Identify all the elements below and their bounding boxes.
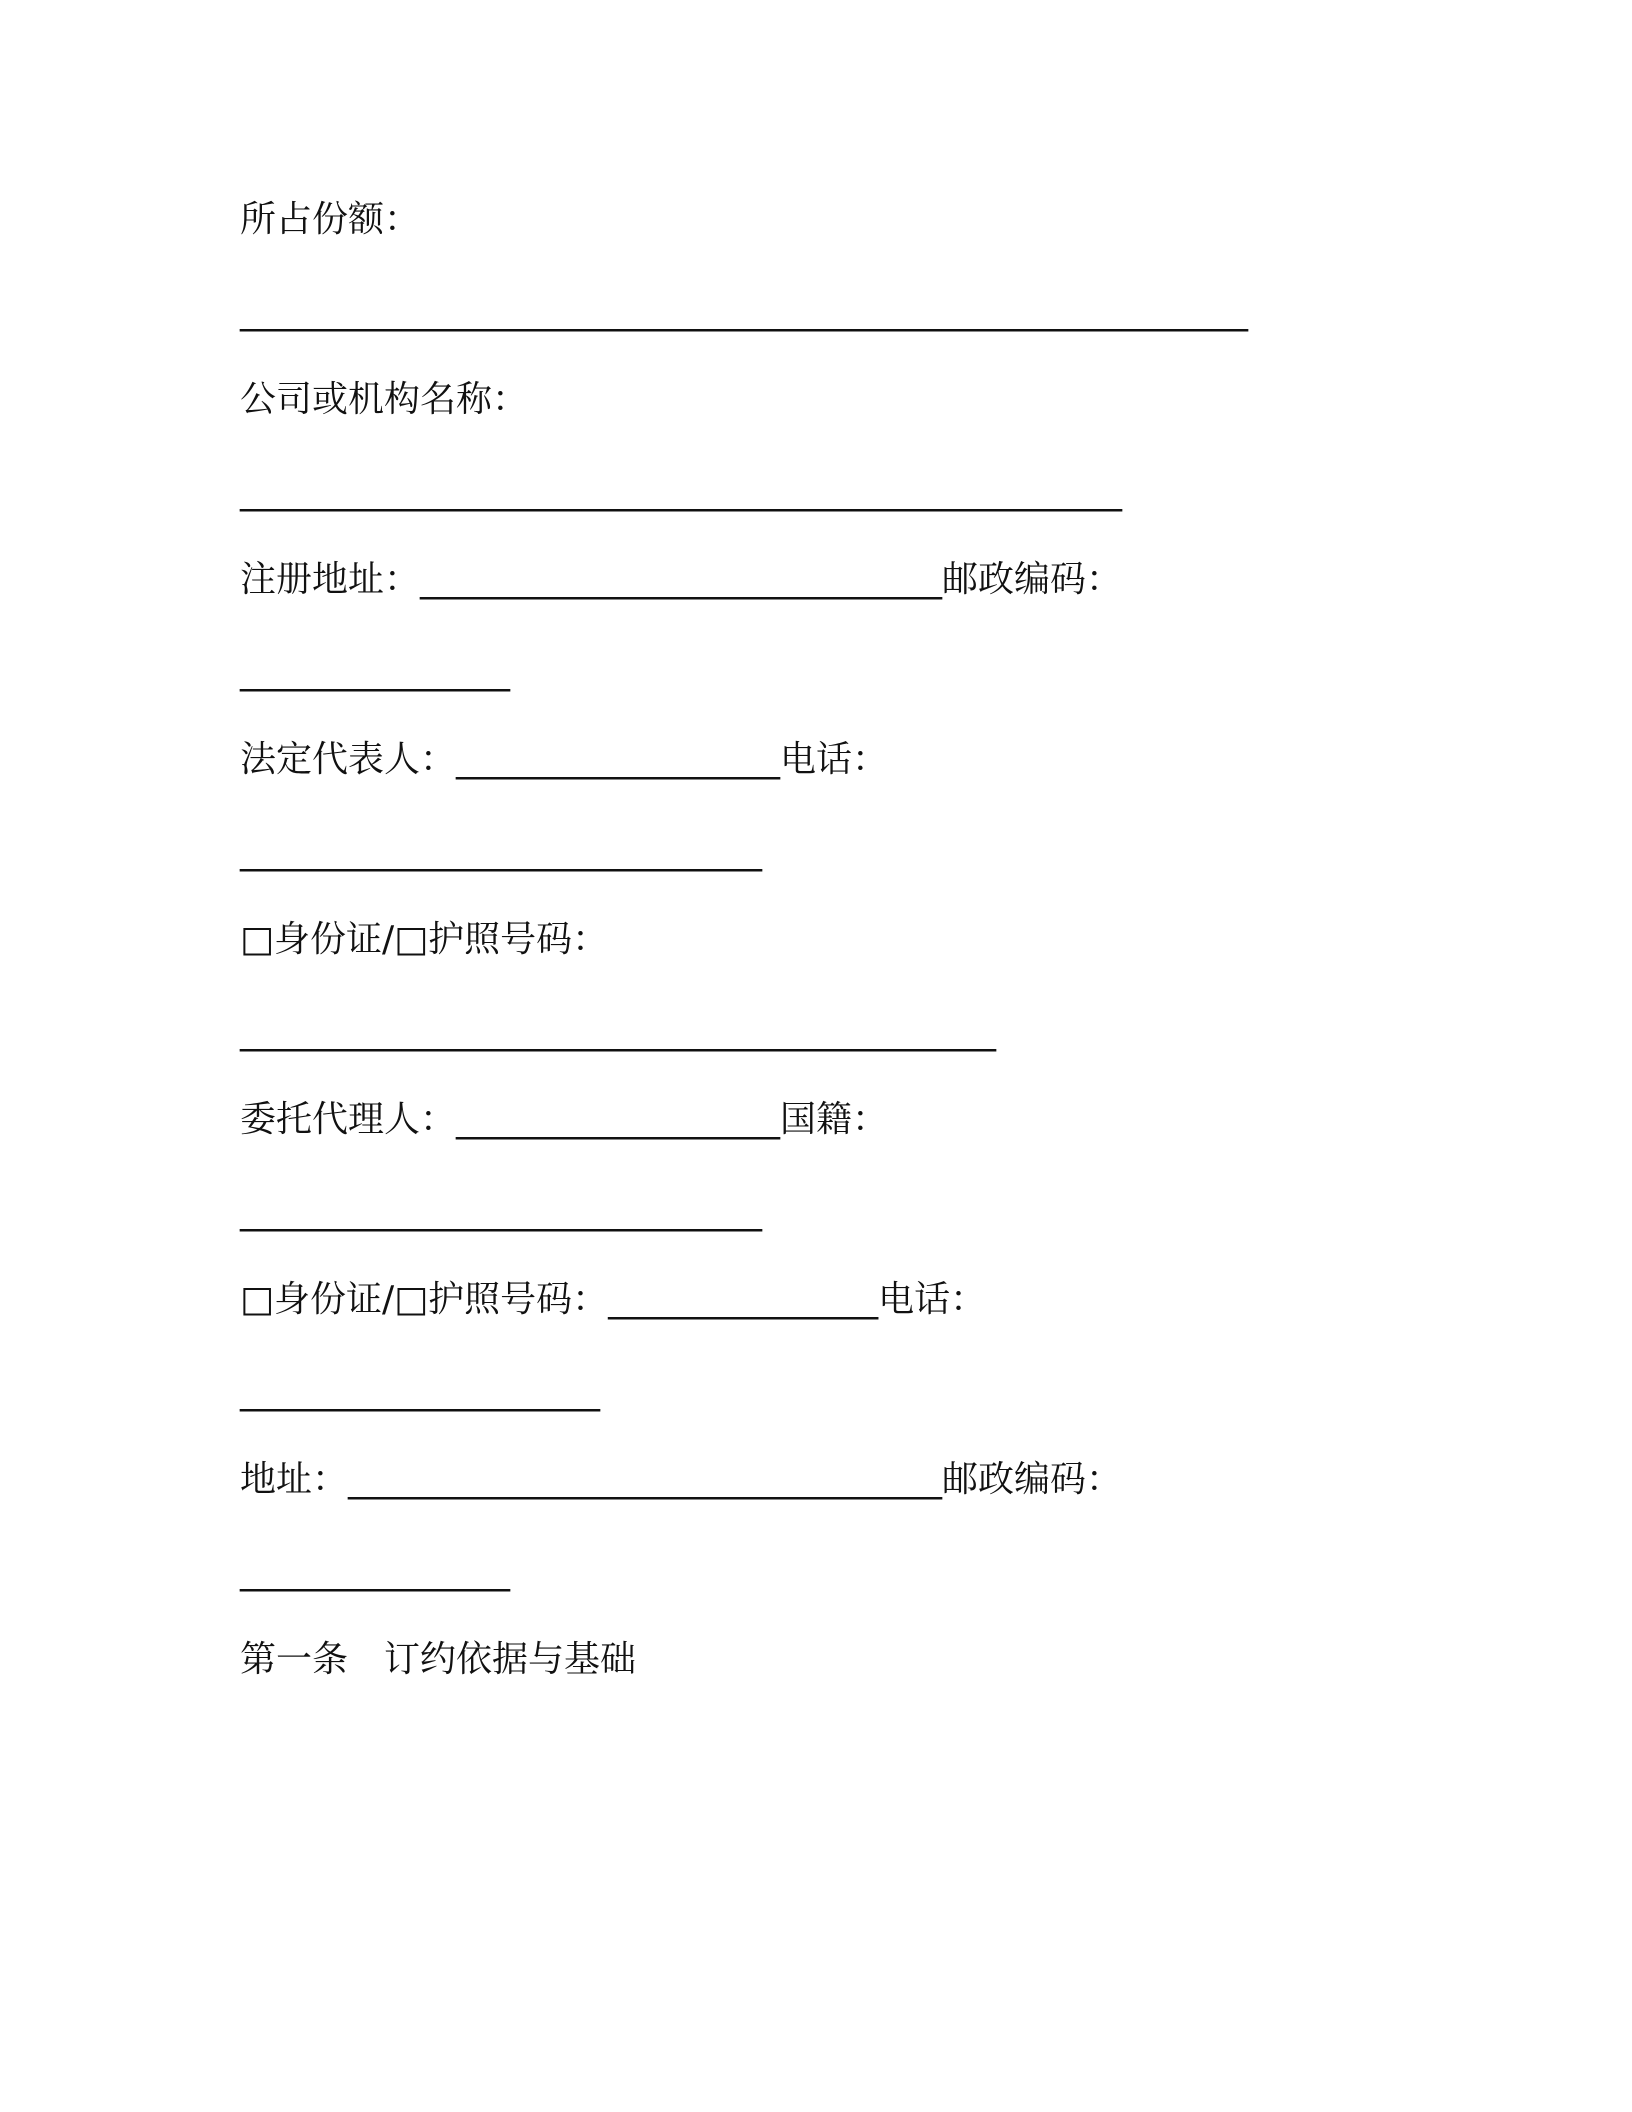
share-label: 所占份额： (240, 199, 421, 240)
share-blank: ________________________________________________________ (240, 291, 1248, 332)
agent-nationality-blank: _____________________________ (240, 1191, 762, 1232)
registered-address-line: 注册地址：_____________________________邮政编码： (240, 559, 1123, 600)
company-label: 公司或机构名称： (240, 379, 529, 420)
address-line: 地址：_________________________________邮政编码： (240, 1459, 1123, 1500)
id-passport-blank: __________________________________________ (240, 1011, 996, 1052)
article-1-heading: 第一条 订约依据与基础 (240, 1639, 637, 1680)
registered-postcode-blank: _______________ (240, 651, 510, 692)
agent-id-line: □身份证/□护照号码：_______________电话： (240, 1279, 987, 1320)
agent-line: 委托代理人：__________________国籍： (240, 1099, 889, 1140)
address-postcode-blank: _______________ (240, 1551, 510, 1592)
legal-representative-line: 法定代表人：__________________电话： (240, 739, 889, 780)
company-blank: _________________________________________________ (240, 471, 1122, 512)
legal-phone-blank: _____________________________ (240, 831, 762, 872)
agent-phone-blank: ____________________ (240, 1371, 600, 1412)
id-passport-label: □身份证/□护照号码： (240, 919, 609, 960)
